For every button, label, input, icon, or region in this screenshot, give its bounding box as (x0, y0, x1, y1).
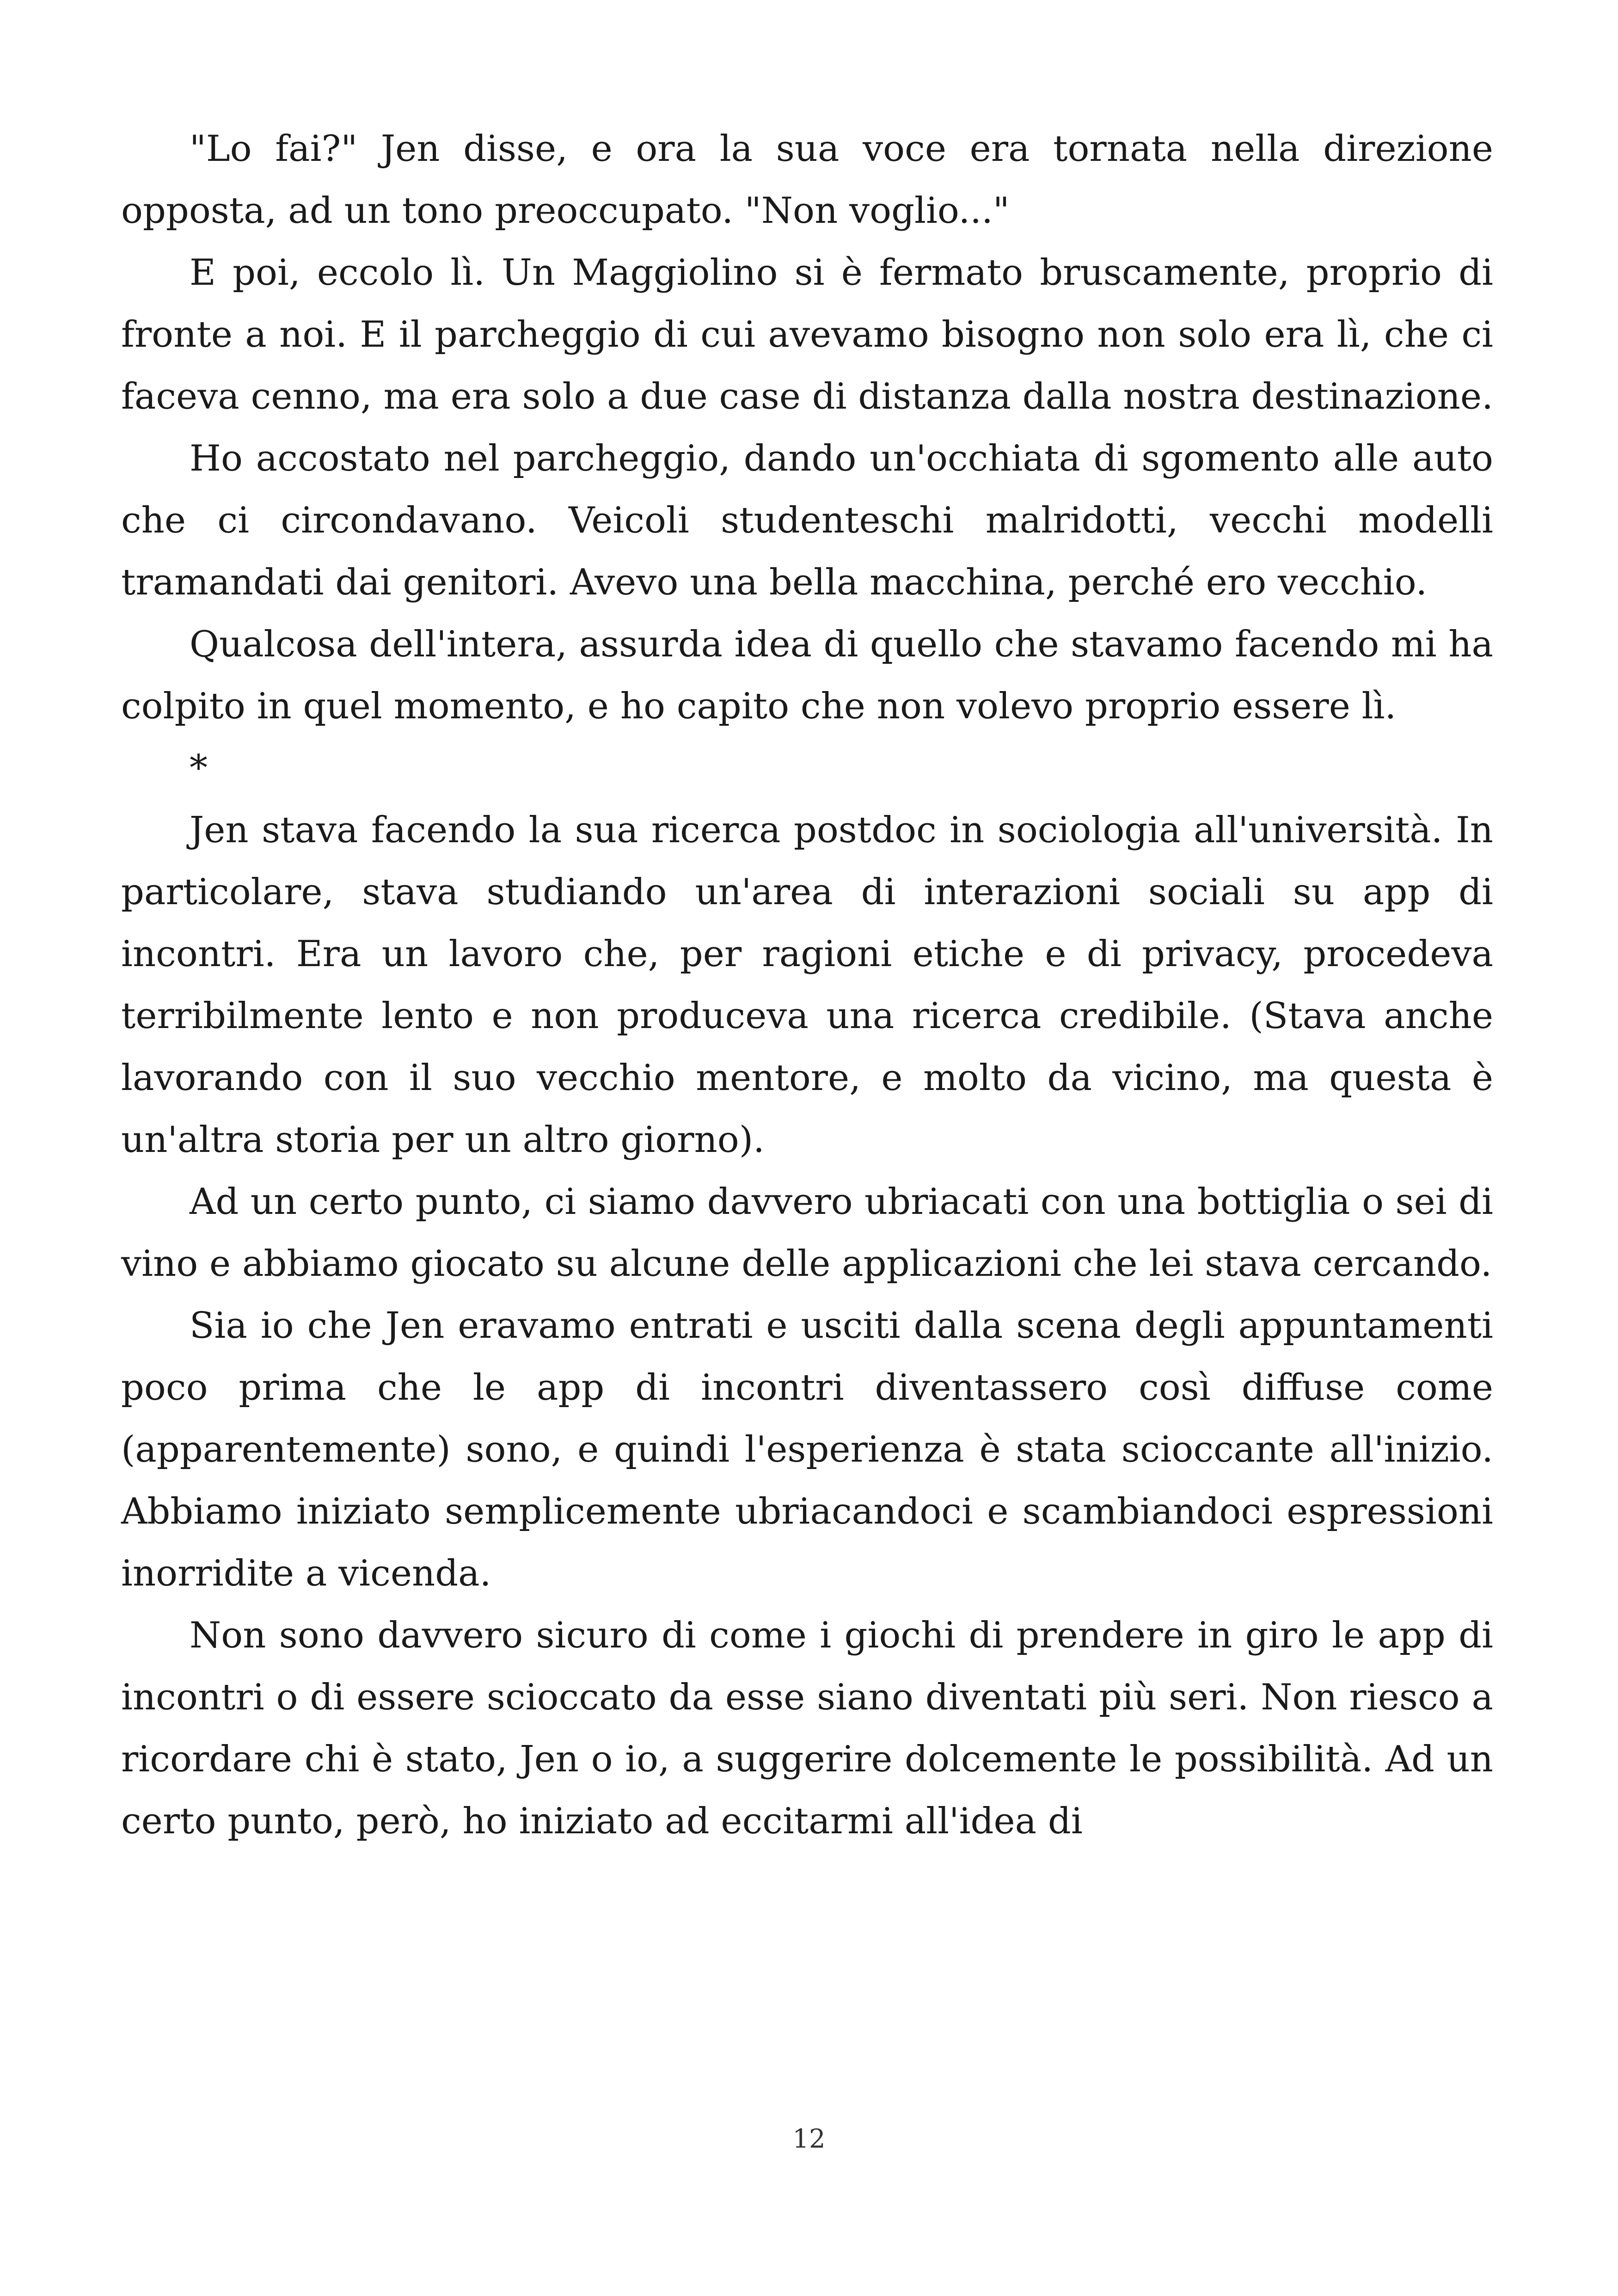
paragraph: E poi, eccolo lì. Un Maggiolino si è fermato bruscamente, proprio di fronte a noi. E il parcheggio di cui avevamo bisogno non solo era lì, che ci faceva cenno, ma era solo a due case di distanza dalla nostra destinazione. (121, 252, 1493, 417)
paragraph: Sia io che Jen eravamo entrati e usciti dalla scena degli appuntamenti poco prima che le app di incontri diventassero così diffuse come (apparentemente) sono, e quindi l'esperienza è stata scioccante all'inizio. Abbiamo iniziato semplicemente ubriacandoci e scambiandoci espressioni inorridite a vicenda. (121, 1305, 1493, 1594)
paragraph: Qualcosa dell'intera, assurda idea di quello che stavamo facendo mi ha colpito in quel momento, e ho capito che non volevo proprio essere lì. (121, 624, 1493, 727)
paragraph: Non sono davvero sicuro di come i giochi di prendere in giro le app di incontri o di essere scioccato da esse siano diventati più seri. Non riesco a ricordare chi è stato, Jen o io, a suggerire dolcemente le possibilità. Ad un certo punto, però, ho iniziato ad eccitarmi all'idea di (121, 1615, 1493, 1842)
paragraph: Jen stava facendo la sua ricerca postdoc in sociologia all'università. In particolare, stava studiando un'area di interazioni sociali su app di incontri. Era un lavoro che, per ragioni etiche e di privacy, procedeva terribilmente lento e non produceva una ricerca credibile. (Stava anche lavorando con il suo vecchio mentore, e molto da vicino, ma questa è un'altra storia per un altro giorno). (121, 809, 1493, 1161)
paragraph: Ho accostato nel parcheggio, dando un'occhiata di sgomento alle auto che ci circondavano. Veicoli studenteschi malridotti, vecchi modelli tramandati dai genitori. Avevo una bella macchina, perché ero vecchio. (121, 438, 1493, 603)
page-number: 12 (792, 2124, 826, 2154)
paragraph: "Lo fai?" Jen disse, e ora la sua voce era tornata nella direzione opposta, ad un tono preoccupato. "Non voglio..." (121, 128, 1493, 232)
scene-break: * (190, 747, 208, 789)
body-text (121, 118, 1493, 1852)
paragraph: Ad un certo punto, ci siamo davvero ubriacati con una bottiglia o sei di vino e abbiamo giocato su alcune delle applicazioni che lei stava cercando. (121, 1181, 1493, 1285)
